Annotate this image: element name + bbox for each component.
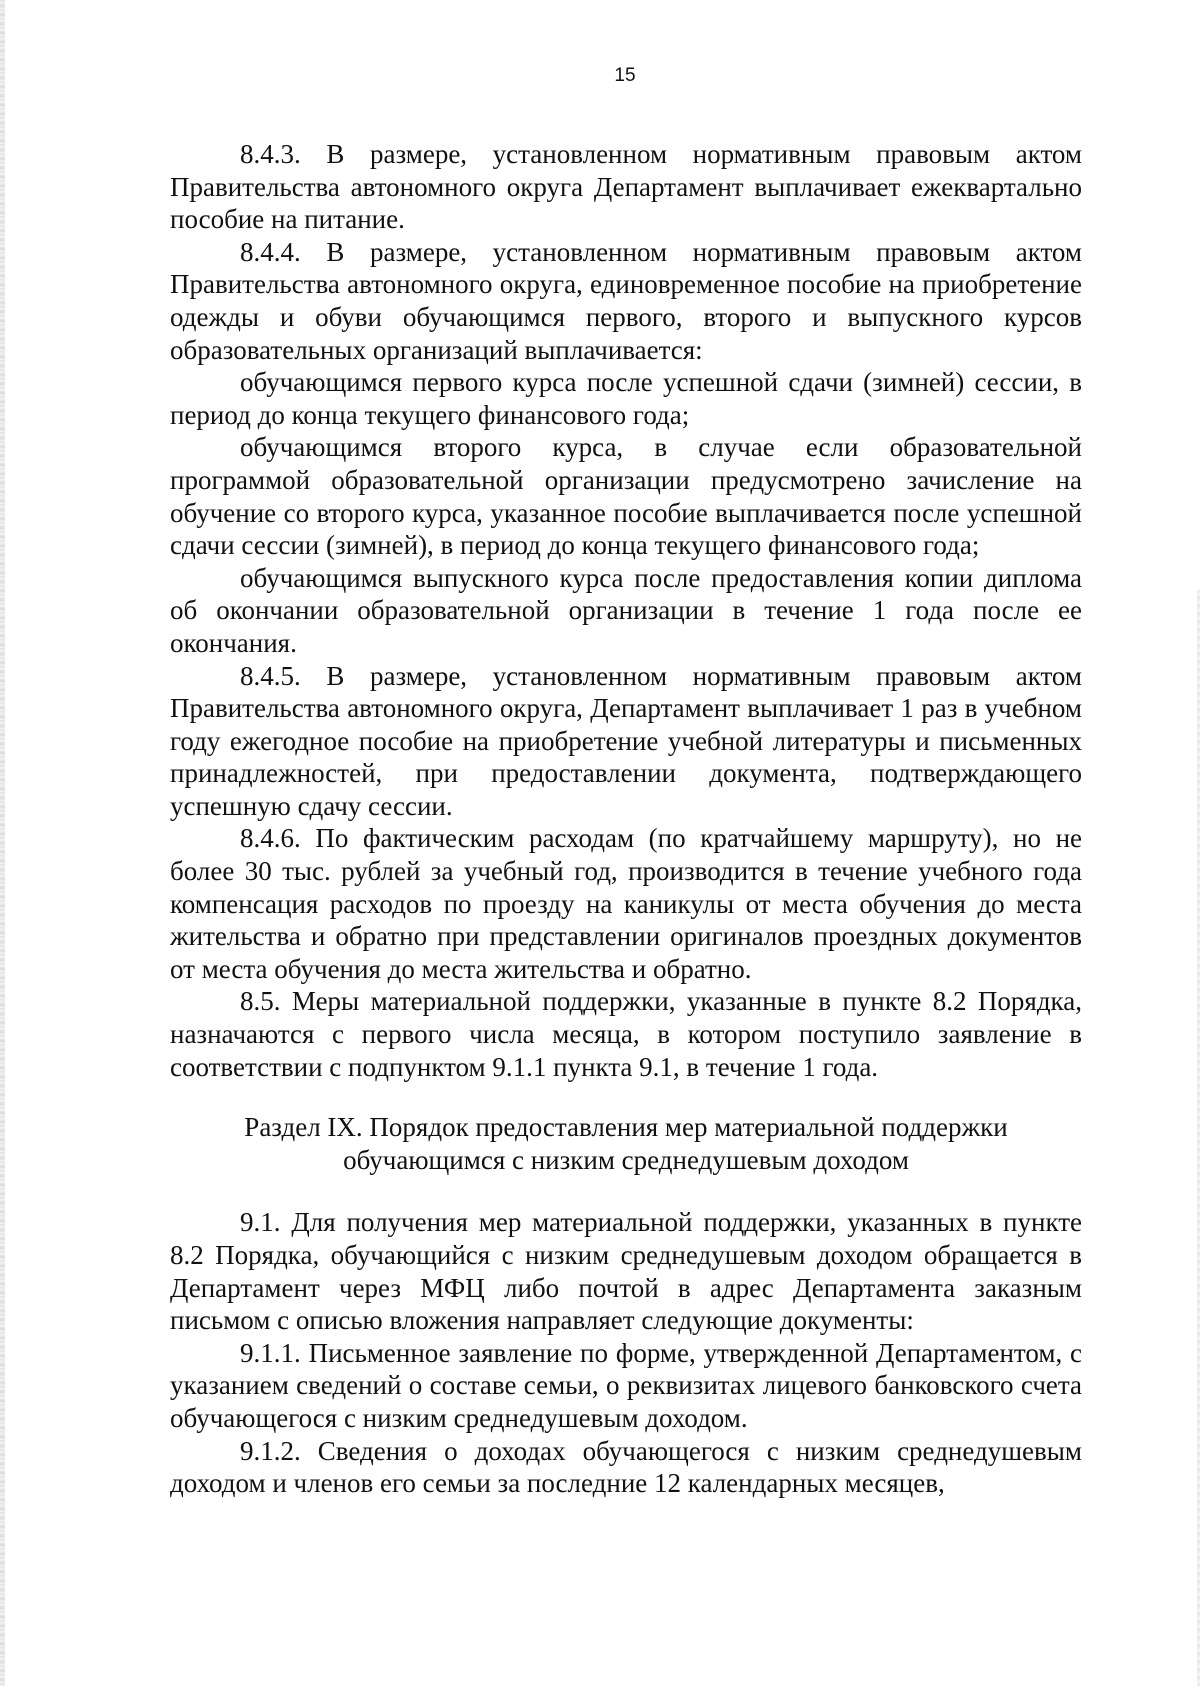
paragraph-8-4-5: 8.4.5. В размере, установленном нормативным правовым актом Правительства автономного округа, Департамент выплачивает 1 раз в учебном году ежегодное пособие на приобретение учебной литературы и письменных принадлежностей, при предоставлении документа, подтверждающего успешную сдачу сессии. [170,660,1082,821]
paragraph-9-1-2: 9.1.2. Сведения о доходах обучающегося с низким среднедушевым доходом и членов его семьи за последние 12 календарных месяцев, [170,1435,1082,1499]
paragraph-9-1: 9.1. Для получения мер материальной поддержки, указанных в пункте 8.2 Порядка, обучающийся с низким среднедушевым доходом обращается в Департамент через МФЦ либо почтой в адрес Департамента заказным письмом с описью вложения направляет следующие документы: [170,1207,1082,1336]
section-heading-line2: обучающимся с низким среднедушевым доходом [343,1144,909,1175]
paragraph-8-4-3: 8.4.3. В размере, установленном нормативным правовым актом Правительства автономного округа Департамент выплачивает ежеквартально пособие на питание. [170,139,1082,235]
paragraph-final-course: обучающимся выпускного курса после предоставления копии диплома об окончании образовательной организации в течение 1 года после ее окончания. [170,562,1082,658]
scan-edge-left [0,0,5,1686]
paragraph-8-4-4: 8.4.4. В размере, установленном нормативным правовым актом Правительства автономного округа, единовременное пособие на приобретение одежды и обуви обучающимся первого, второго и выпускного курсов образовательных организаций выплачивается: [170,236,1082,365]
paragraph-second-course: обучающимся второго курса, в случае если образовательной программой образовательной организации предусмотрено зачисление на обучение со второго курса, указанное пособие выплачивается после успешной сдачи сессии (зимней), в период до конца текущего финансового года; [170,432,1082,561]
page-number: 15 [614,65,636,86]
document-body [170,138,1082,1500]
section-heading-line1: Раздел IX. Порядок предоставления мер материальной поддержки [244,1112,1008,1143]
section-heading [170,1111,1082,1176]
paragraph-first-course: обучающимся первого курса после успешной сдачи (зимней) сессии, в период до конца текущего финансового года; [170,367,1082,430]
paragraph-9-1-1: 9.1.1. Письменное заявление по форме, утвержденной Департаментом, с указанием сведений о составе семьи, о реквизитах лицевого банковского счета обучающегося с низким среднедушевым доходом. [170,1337,1082,1433]
paragraph-8-4-6: 8.4.6. По фактическим расходам (по кратчайшему маршруту), но не более 30 тыс. рублей за учебный год, производится в течение учебного года компенсация расходов по проезду на каникулы от места обучения до места жительства и обратно при представлении оригиналов проездных документов от места обучения до места жительства и обратно. [170,823,1082,984]
paragraph-8-5: 8.5. Меры материальной поддержки, указанные в пункте 8.2 Порядка, назначаются с первого числа месяца, в котором поступило заявление в соответствии с подпунктом 9.1.1 пункта 9.1, в течение 1 года. [170,986,1082,1082]
